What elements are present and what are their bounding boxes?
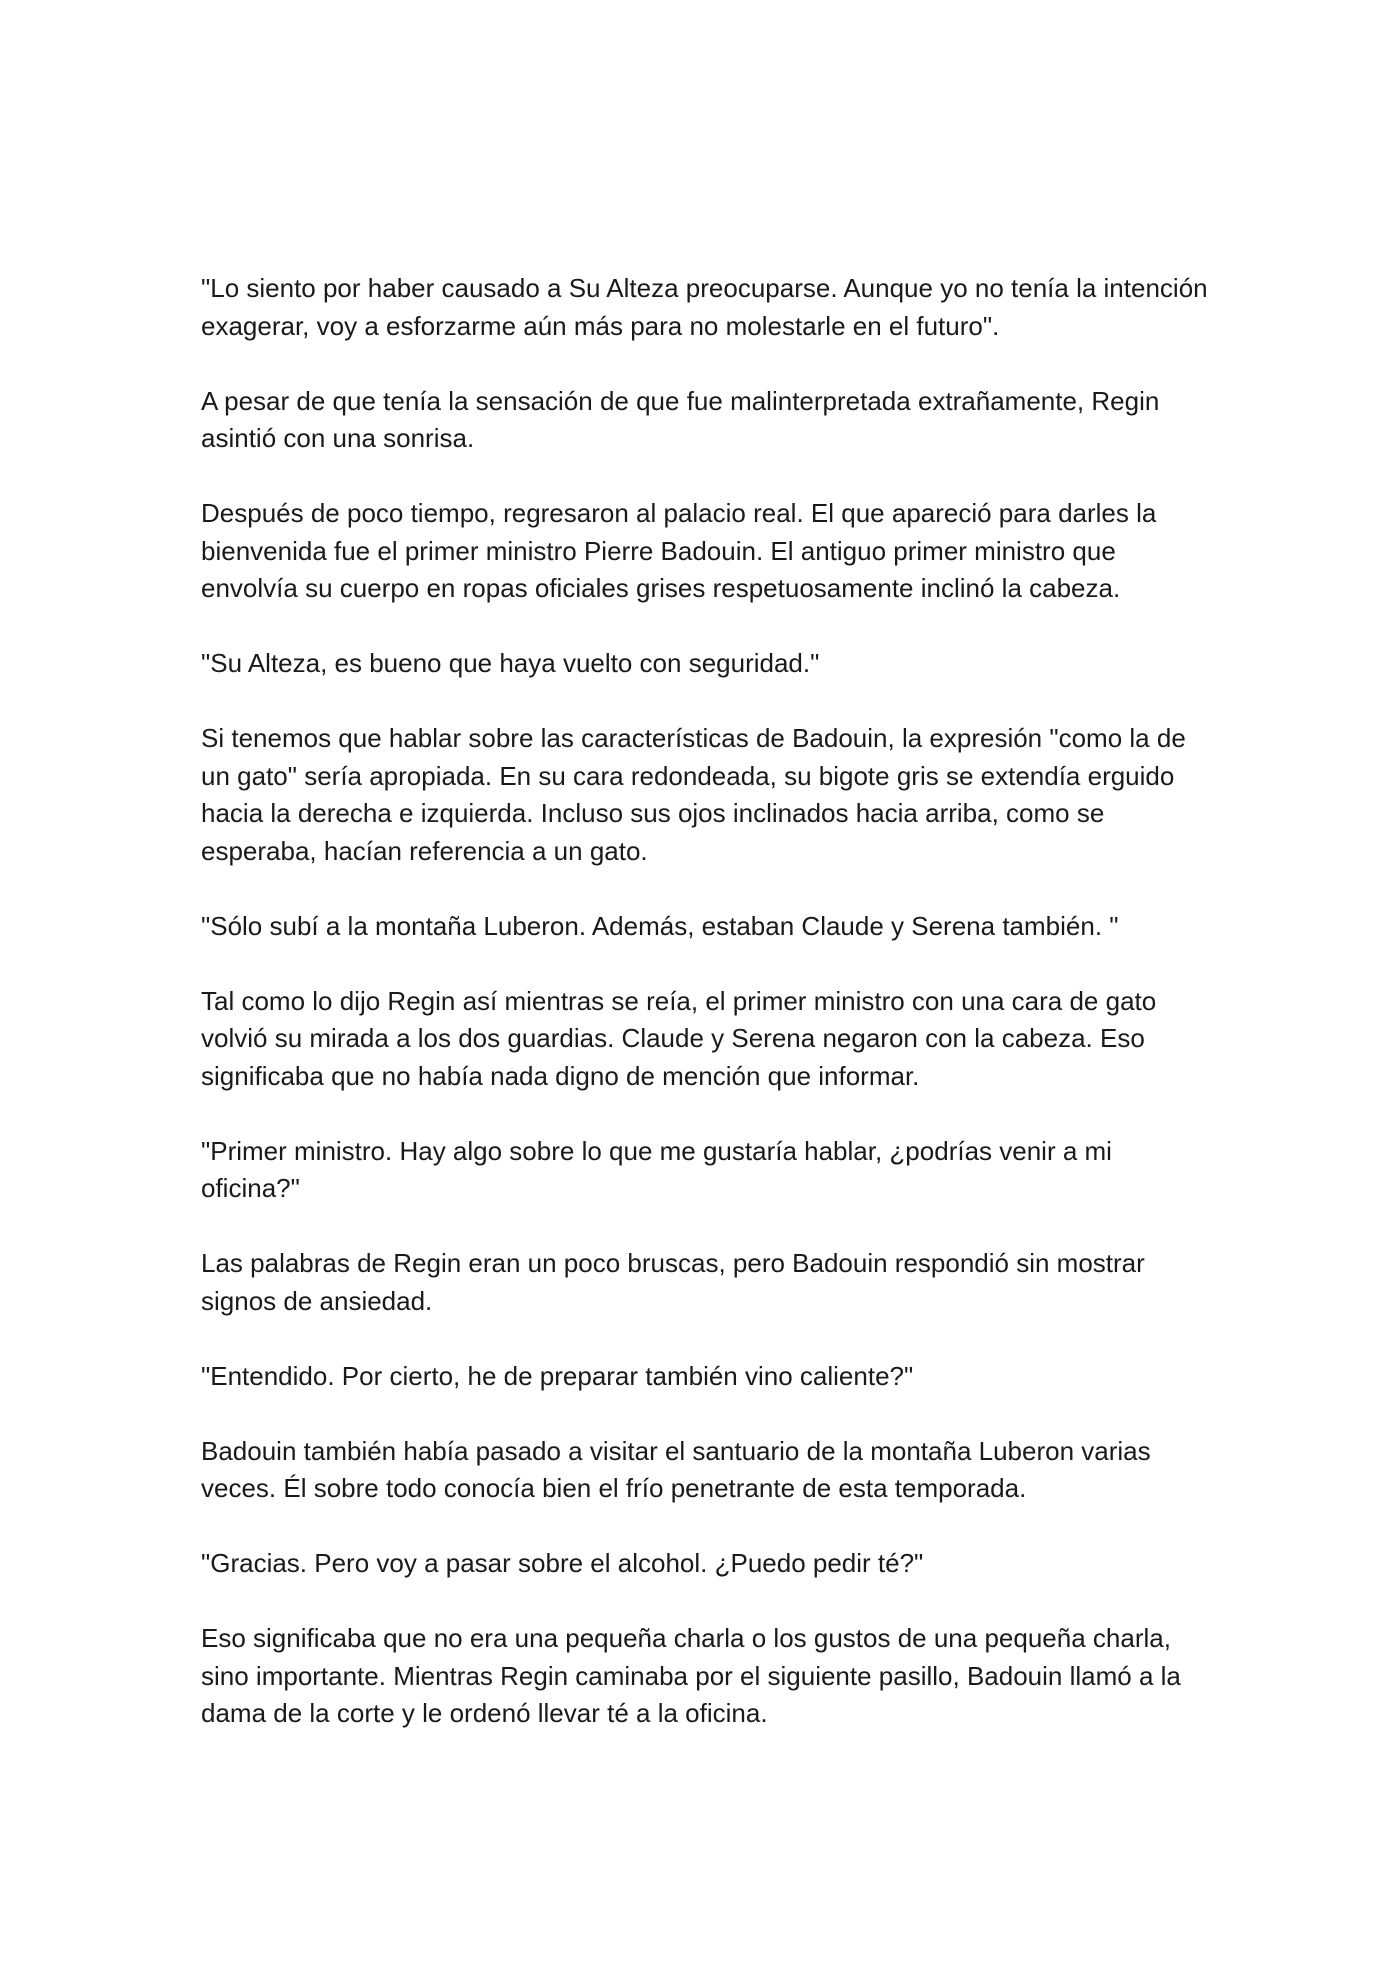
paragraph-11: Badouin también había pasado a visitar el santuario de la montaña Luberon varias veces. Él sobre todo conocía bien el frío penetrante de esta temporada.	[201, 1435, 1151, 1503]
paragraph-4: "Su Alteza, es bueno que haya vuelto con seguridad."	[201, 648, 820, 678]
paragraph-3: Después de poco tiempo, regresaron al palacio real. El que apareció para darles la bienvenida fue el primer ministro Pierre Badouin. El antiguo primer ministro que envolvía su cuerpo en ropas oficiales grises respetuosamente inclinó la cabeza.	[201, 498, 1157, 603]
paragraph-9: Las palabras de Regin eran un poco bruscas, pero Badouin respondió sin mostrar signos de ansiedad.	[201, 1248, 1145, 1316]
paragraph-10: "Entendido. Por cierto, he de preparar también vino caliente?"	[201, 1360, 914, 1391]
paragraph-12: "Gracias. Pero voy a pasar sobre el alcohol. ¿Puedo pedir té?"	[201, 1548, 924, 1578]
body-text	[201, 270, 1211, 1770]
paragraph-7: Tal como lo dijo Regin así mientras se reía, el primer ministro con una cara de gato volvió su mirada a los dos guardias. Claude y Serena negaron con la cabeza. Eso significaba que no había nada digno de mención que informar.	[201, 985, 1157, 1091]
paragraph-6: "Sólo subí a la montaña Luberon. Además, estaban Claude y Serena también. "	[201, 910, 1119, 941]
paragraph-1: "Lo siento por haber causado a Su Alteza preocuparse. Aunque yo no tenía la intención exagerar, voy a esforzarme aún más para no molestarle en el futuro".	[201, 273, 1208, 341]
paragraph-2: A pesar de que tenía la sensación de que fue malinterpretada extrañamente, Regin asintió con una sonrisa.	[201, 385, 1160, 453]
paragraph-8: "Primer ministro. Hay algo sobre lo que me gustaría hablar, ¿podrías venir a mi oficina?"	[201, 1135, 1112, 1203]
paragraph-13: Eso significaba que no era una pequeña charla o los gustos de una pequeña charla, sino importante. Mientras Regin caminaba por el siguiente pasillo, Badouin llamó a la dama de la corte y le ordenó llevar té a la oficina.	[201, 1623, 1181, 1728]
paragraph-5: Si tenemos que hablar sobre las características de Badouin, la expresión "como la de un gato" sería apropiada. En su cara redondeada, su bigote gris se extendía erguido hacia la derecha e izquierda. Incluso sus ojos inclinados hacia arriba, como se esperaba, hacían referencia a un gato.	[201, 723, 1186, 866]
